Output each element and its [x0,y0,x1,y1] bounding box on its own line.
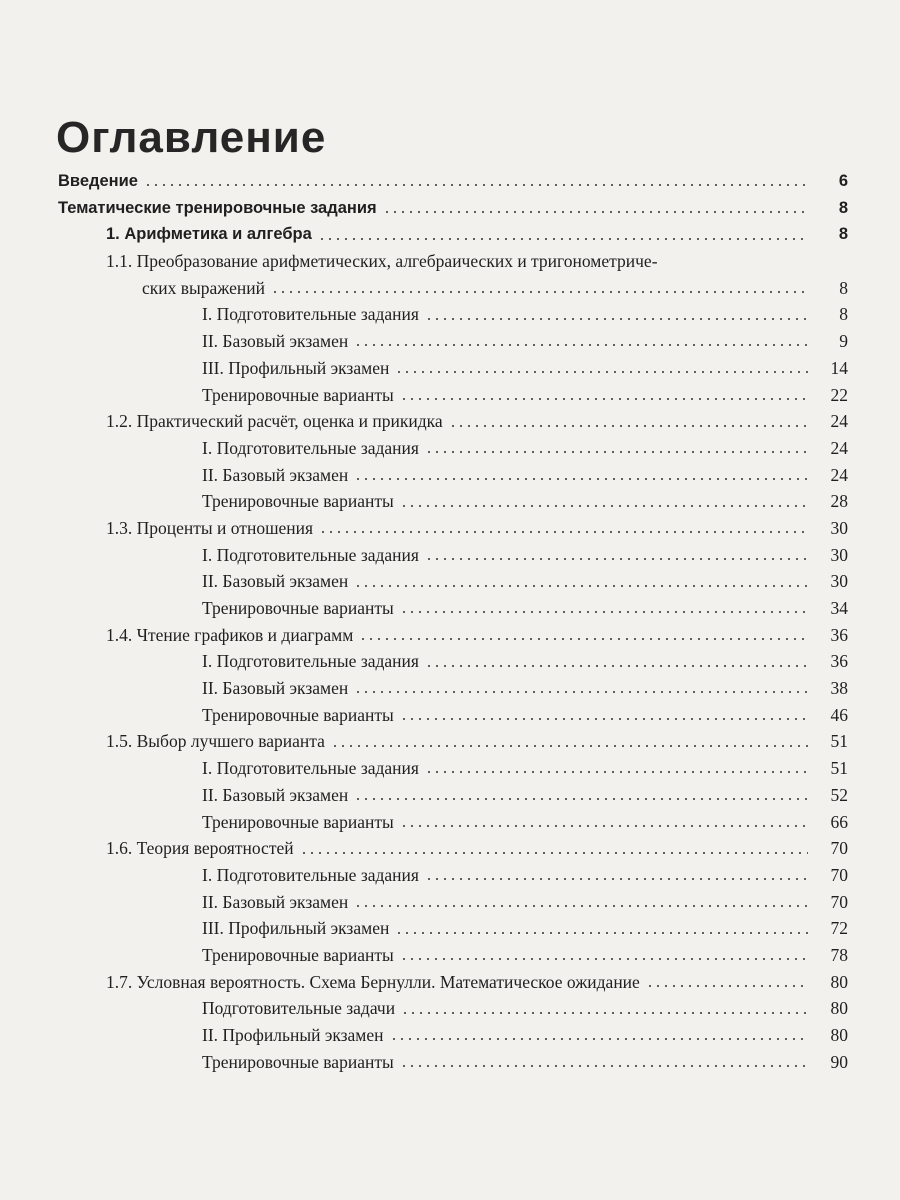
toc-entry-body [202,702,808,729]
toc-entry-title: 1.1. Преобразование арифметических, алгебраических и тригонометриче- [106,251,658,272]
toc-entry [0,221,900,248]
toc-page-number: 70 [830,864,848,885]
toc-entry [0,675,900,702]
toc-entry-title: I. Подготовительные задания [202,304,419,325]
toc-entry-body [202,782,808,809]
toc-entry-title: 1. Арифметика и алгебра [106,225,312,244]
toc-entry [0,328,900,355]
toc-entry [0,248,900,275]
toc-page-number: 22 [830,384,848,405]
toc-page-number: 36 [830,651,848,672]
toc-entry-body [58,168,808,195]
toc-entry [0,301,900,328]
toc-entry [0,408,900,435]
toc-page-number: 72 [830,918,848,939]
toc-entry [0,969,900,996]
toc-entry-title: I. Подготовительные задания [202,651,419,672]
toc-entry-body [202,355,808,382]
toc-entry-body [202,568,808,595]
toc-entry-title: 1.2. Практический расчёт, оценка и прикидка [106,411,443,432]
toc-entry-title: II. Профильный экзамен [202,1025,384,1045]
toc-page-number: 80 [830,1025,848,1045]
toc-entry [0,195,900,222]
toc-entry-body [202,488,808,515]
dot-leader [425,318,808,320]
toc-entry-body [202,862,808,889]
toc-entry [0,168,900,195]
toc-page-number: 8 [838,225,848,244]
toc-entry-body [142,275,808,302]
dot-leader [354,585,808,587]
dot-leader [401,1012,808,1014]
toc-entry [0,835,900,862]
dot-leader [354,691,808,693]
toc-page-number: 14 [830,357,848,378]
toc-entry [0,462,900,489]
toc-page-number: 38 [830,678,848,699]
toc-entry [0,595,900,622]
toc-page-number: 51 [830,758,848,779]
toc-entry-title: I. Подготовительные задания [202,544,419,565]
toc-page-number: 30 [830,571,848,592]
toc-entry-body [202,1049,808,1076]
toc-entry [0,355,900,382]
dot-leader [354,478,808,480]
toc-entry-body [202,301,808,328]
toc-entry-body [106,408,808,435]
toc-page-number: 30 [830,544,848,565]
dot-leader [400,505,808,507]
toc-page-number: 9 [839,331,848,352]
toc-entry-title: 1.5. Выбор лучшего варианта [106,731,325,752]
toc-page-number: 70 [830,838,848,859]
toc-page-number: 80 [830,998,848,1019]
toc-entry-body [106,515,808,542]
dot-leader [425,558,808,560]
dot-leader [144,184,808,186]
toc-entry [0,568,900,595]
dot-leader [331,745,808,747]
toc-entry [0,488,900,515]
toc-page-number: 90 [830,1051,848,1072]
dot-leader [300,852,808,854]
toc-entry-body [202,755,808,782]
toc-page-number: 80 [830,971,848,992]
toc-page-number: 30 [830,517,848,538]
dot-leader [400,825,808,827]
toc-entry [0,862,900,889]
toc-entry-title: II. Базовый экзамен [202,571,349,592]
dot-leader [646,985,808,987]
toc-entry [0,382,900,409]
toc-entry [0,515,900,542]
toc-entry-title: I. Подготовительные задания [202,758,419,779]
toc-entry-title: III. Профильный экзамен [202,357,390,378]
toc-entry-body [202,1022,808,1049]
toc-entry-title: Тематические тренировочные задания [58,198,377,217]
dot-leader [318,238,808,240]
toc-entry [0,809,900,836]
toc-entry-body [202,942,808,969]
toc-entry-title: Тренировочные варианты [202,1051,394,1072]
toc-entry [0,1022,900,1049]
toc-entry-body [202,809,808,836]
toc-page-number: 24 [830,464,848,485]
toc-entry-body [106,221,808,248]
toc-entry [0,622,900,649]
toc-page-number: 8 [839,304,848,325]
toc-entry-title: 1.3. Проценты и отношения [106,517,314,538]
dot-leader [319,531,808,533]
toc-entry [0,942,900,969]
toc-entry [0,702,900,729]
table-of-contents [0,168,900,1075]
toc-entry-title: I. Подготовительные задания [202,437,419,458]
toc-entry-body [58,195,808,222]
toc-entry-title: Тренировочные варианты [202,598,394,618]
toc-entry-title: Тренировочные варианты [202,944,394,965]
toc-entry-title: Тренировочные варианты [202,491,394,512]
toc-entry-title: II. Базовый экзамен [202,464,349,485]
dot-leader [359,638,808,640]
toc-page-number: 24 [830,411,848,432]
toc-entry-title: 1.4. Чтение графиков и диаграмм [106,624,354,645]
toc-entry [0,755,900,782]
toc-entry-body [202,595,808,622]
dot-leader [395,932,808,934]
dot-leader [425,665,808,667]
toc-entry-title: 1.6. Теория вероятностей [106,838,294,859]
toc-entry-title: III. Профильный экзамен [202,918,390,939]
toc-entry-body [106,835,808,862]
toc-entry-title: II. Базовый экзамен [202,891,349,912]
dot-leader [400,958,808,960]
toc-page-number: 28 [830,491,848,512]
toc-entry-body [202,889,808,916]
dot-leader [383,211,808,213]
toc-entry-title: Тренировочные варианты [202,704,394,725]
toc-entry [0,542,900,569]
dot-leader [354,344,808,346]
toc-page-number: 78 [830,944,848,965]
toc-page-number: 52 [830,784,848,805]
toc-entry-body [106,622,808,649]
toc-page-number: 51 [830,731,848,752]
dot-leader [425,878,808,880]
toc-entry-body [202,915,808,942]
toc-entry-body [202,542,808,569]
toc-entry [0,275,900,302]
toc-entry-body [202,462,808,489]
toc-page-number: 8 [838,198,848,217]
toc-entry-title: 1.7. Условная вероятность. Схема Бернулли. Математическое ожидание [106,971,640,992]
page-title: Оглавление [56,113,327,162]
toc-entry-body [202,382,808,409]
toc-entry [0,435,900,462]
toc-entry-body [202,328,808,355]
toc-entry-title: II. Базовый экзамен [202,678,349,699]
dot-leader [271,291,808,293]
dot-leader [395,371,808,373]
toc-entry-body [202,675,808,702]
toc-page-number: 34 [830,598,848,618]
toc-entry-title: ских выражений [142,277,266,298]
toc-entry-title: Тренировочные варианты [202,384,394,405]
toc-entry-body [202,435,808,462]
toc-entry [0,1049,900,1076]
toc-entry [0,648,900,675]
toc-entry [0,995,900,1022]
toc-entry-body [106,969,808,996]
dot-leader [425,451,808,453]
toc-entry-title: Подготовительные задачи [202,998,396,1019]
toc-page-number: 70 [830,891,848,912]
dot-leader [449,425,808,427]
dot-leader [400,398,808,400]
dot-leader [400,1065,808,1067]
toc-entry-body [106,248,808,275]
toc-entry-title: II. Базовый экзамен [202,331,349,352]
toc-entry-body [106,728,808,755]
toc-entry [0,728,900,755]
toc-entry [0,915,900,942]
toc-page-number: 6 [838,172,848,190]
toc-entry-body [202,648,808,675]
toc-entry-body [202,995,808,1022]
dot-leader [390,1038,809,1040]
dot-leader [354,905,808,907]
toc-entry [0,889,900,916]
toc-entry-title: Тренировочные варианты [202,811,394,832]
toc-entry-title: Введение [58,172,138,190]
toc-page-number: 36 [830,624,848,645]
toc-page-number: 46 [830,704,848,725]
dot-leader [425,771,808,773]
toc-entry-title: II. Базовый экзамен [202,784,349,805]
toc-entry [0,782,900,809]
toc-page-number: 8 [839,277,848,298]
dot-leader [400,611,808,613]
toc-page-number: 66 [830,811,848,832]
toc-entry-title: I. Подготовительные задания [202,864,419,885]
toc-page-number: 24 [830,437,848,458]
dot-leader [400,718,808,720]
dot-leader [354,798,808,800]
